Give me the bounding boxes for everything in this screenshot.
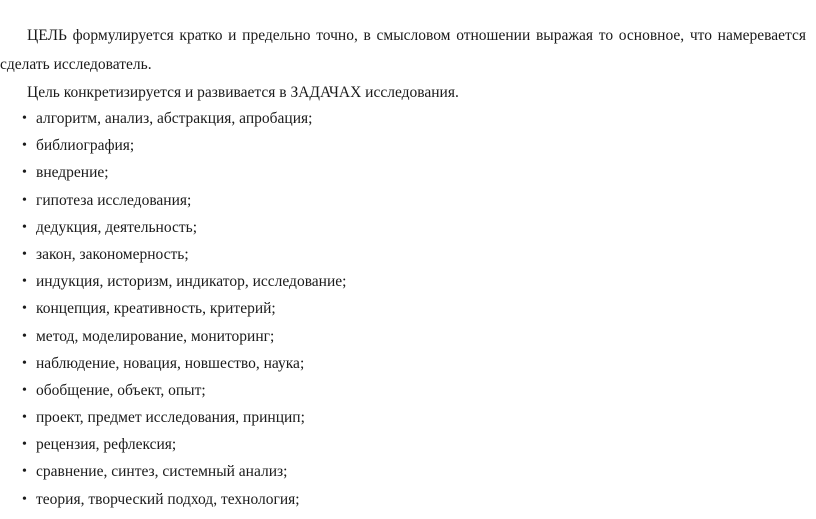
bullet-icon: • (22, 382, 27, 398)
list-item (22, 464, 346, 491)
terms-list (22, 111, 346, 519)
list-item (22, 492, 346, 519)
list-item (22, 437, 346, 464)
list-item-text: наблюдение, новация, новшество, наука; (36, 354, 305, 372)
list-item (22, 111, 346, 138)
list-item-text: гипотеза исследования; (36, 191, 192, 209)
list-item-text: алгоритм, анализ, абстракция, апробация; (36, 110, 313, 127)
bullet-icon: • (22, 491, 27, 507)
bullet-icon: • (22, 355, 27, 371)
list-item (22, 274, 346, 301)
bullet-icon: • (22, 464, 27, 480)
list-item-text: проект, предмет исследования, принцип; (36, 409, 305, 427)
list-item-text: сравнение, синтез, системный анализ; (36, 463, 288, 481)
bullet-icon: • (22, 328, 27, 344)
list-item-text: теория, творческий подход, технология; (36, 490, 300, 508)
list-item-text: закон, закономерность; (36, 245, 189, 263)
list-item (22, 301, 346, 328)
list-item (22, 329, 346, 356)
bullet-icon: • (22, 219, 27, 235)
bullet-icon: • (22, 192, 27, 208)
list-item-text: библиография; (36, 137, 135, 155)
bullet-icon: • (22, 165, 27, 181)
goal-definition-line-2: сделать исследователь. (0, 56, 152, 73)
list-item-text: рецензия, рефлексия; (36, 436, 177, 454)
list-item-text: обобщение, объект, опыт; (36, 381, 206, 399)
bullet-icon: • (22, 138, 27, 154)
list-item-text: дедукция, деятельность; (36, 218, 198, 236)
bullet-icon: • (22, 111, 27, 126)
list-item-text: метод, моделирование, мониторинг; (36, 327, 275, 345)
bullet-icon: • (22, 410, 27, 426)
tasks-intro: Цель конкретизируется и развивается в ЗАДАЧАХ исследования. (27, 84, 459, 101)
bullet-icon: • (22, 274, 27, 290)
bullet-icon: • (22, 437, 27, 453)
list-item-text: индукция, историзм, индикатор, исследование; (36, 273, 347, 291)
list-item (22, 356, 346, 383)
list-item (22, 383, 346, 410)
bullet-icon: • (22, 301, 27, 317)
list-item-text: концепция, креативность, критерий; (36, 300, 276, 318)
list-item (22, 220, 346, 247)
list-item (22, 165, 346, 192)
list-item (22, 247, 346, 274)
bullet-icon: • (22, 246, 27, 262)
goal-definition-line-1: ЦЕЛЬ формулируется кратко и предельно точно, в смысловом отношении выражая то основное, что намеревается (27, 27, 806, 44)
list-item (22, 138, 346, 165)
list-item (22, 410, 346, 437)
list-item-text: внедрение; (36, 164, 109, 182)
list-item (22, 193, 346, 220)
